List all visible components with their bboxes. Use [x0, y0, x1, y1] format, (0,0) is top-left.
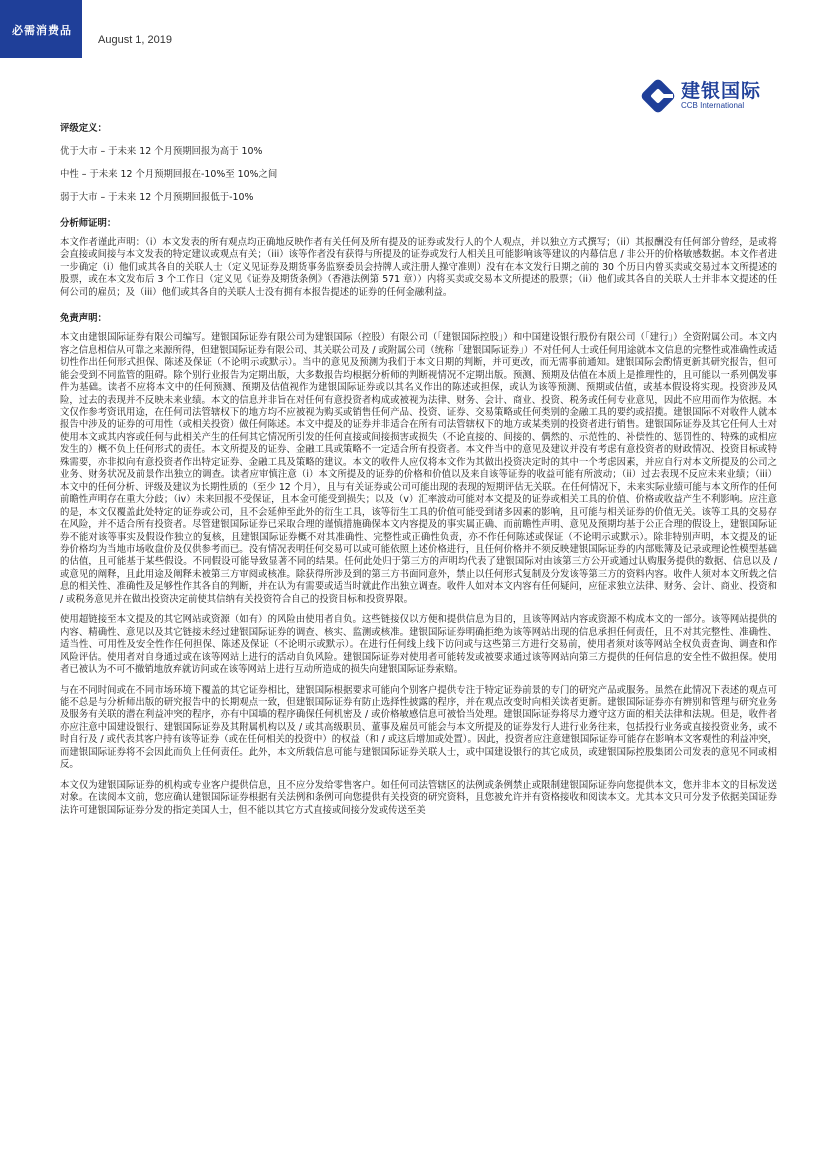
rating-underperform: 弱于大市 – 于未来 12 个月预期回报低于-10%: [60, 192, 254, 203]
ccbi-logo-icon: [641, 79, 675, 113]
rating-title: 评级定义：: [60, 123, 107, 134]
report-date: August 1, 2019: [98, 34, 173, 46]
category-tag: 必需消费品: [0, 0, 82, 58]
disclaimer-paragraph: 本文由建银国际证券有限公司编写。建银国际证券有限公司为建银国际（控股）有限公司（「建银国际控股」）和中国建设银行股份有限公司（「建行」）全资附属公司。本文内容之信息相信从可靠之来源所得，但建银国际证券有限公司、其关联公司及 / 或附属公司（统称「建银国际证券」）不对任何人士或任何用途就本文信息的完整性或准确性或适切性作出任何形式担保、陈述及保证（不论明示或默示）。当中的意见及预测为我们于本文日期的判断，并可更改，而无需事前通知。建银国际会酌情更新其研究报告，但可能会受到不同监管的阻碍。除个别行业报告为定期出版，大多数报告均根据分析师的判断视情况不定期出版。预测、预期及估值在本质上是推理性的，且可能以一系列偶发事件为基础。读者不应将本文中的任何预测、预期及估值视作为建银国际证券或以其名义作出的陈述或担保，或认为该等预测、预期或估值，或基本假设将实现。投资涉及风险，过去的表现并不反映未来业绩。本文的信息并非旨在对任何有意投资者构成或被视为法律、财务、会计、商业、投资、税务或任何专业意见，因此不应用而作为依据。本文仅作参考资讯用途，在任何司法管辖权下的地方均不应被视为购买或销售任何产品、投资、证券、交易策略或任何类别的金融工具的要约或招揽。建银国际不对收件人就本报告中涉及的证券的可用性（或相关投资）做任何陈述。本文中提及的证券并非适合在所有司法管辖权下的地方或某类别的投资者进行销售。建银国际证券及其它任何人士对使用本文或其内容或任何与此相关产生的任何其它情况所引发的任何直接或间接损害或损失（不论直接的、间接的、偶然的、示范性的、补偿性的、惩罚性的、特殊的或相应发生的）概不负上任何形式的责任。本文所提及的证券、金融工具或策略不一定适合所有投资者。本文件当中的意见及建议并没有考虑有意投资者的财政情况、投资目标或特殊需要，亦非拟向有意投资者作出特定证券、金融工具及策略的建议。本文的收件人应仅将本文作为其做出投资决定时的其中一个考虑因素，并应自行对本文所提及的公司之业务、财务状况及前景作出独立的调查。读者应审慎注意（i）本文所提及的证券的价格和价值以及来自该等证券的收益可能有所波动；（ii）过去表现不反应未来业绩；（iii）本文中的任何分析、评级及建议为长期性质的（至少 12 个月），且与有关证券或公司可能出现的表现的短期评估无关联。在任何情况下，未来实际业绩可能与本文所作的任何前瞻性声明存在重大分歧；（iv）未来回报不受保证，且本金可能受到损失；以及（v）汇率波动可能对本文提及的证券或相关工具的价值、价格或收益产生不利影响。应注意的是，本文仅覆盖此处特定的证券或公司，且不会延伸至此外的衍生工具，该等衍生工具的价值可能受到诸多因素的影响，且可能与相关证券的价值无关。该等工具的交易存在风险，并不适合所有投资者。尽管建银国际证券已采取合理的谨慎措施确保本文内容提及的事实属正确、而前瞻性声明、意见及预期均基于公正合理的假设上，建银国际证券不能对该等事实及假设作独立的复核，且建银国际证券概不对其准确性、完整性或正确性负责，亦不作任何陈述或保证（不论明示或默示）。除非特别声明，本文提及的证券价格均为当地市场收盘价及仅供参考而已。没有情况表明任何交易可以或可能依照上述价格进行，且任何价格并不须反映建银国际证券的内部账簿及记录或理论性模型基础的估值，且可能基于某些假设。不同假设可能导致显著不同的结果。任何此处归于第三方的声明均代表了建银国际对由该第三方公开或通过认购服务提供的数据、信息以及 / 或意见的阐释，且此用途及阐释未被第三方审阅或核准。除获得所涉及到的第三方书面同意外，禁止以任何形式复制及分发该等第三方的资料内容。收件人须对本文所载之信息的相关性、准确性及足够性作其各自的判断，并在认为有需要或适当时就此作出独立调查。收件人如对本文内容有任何疑问，应征求独立法律、财务、会计、商业、投资和 / 或税务意见并在做出投资决定前使其信纳有关投资符合自己的投资目标和投资界限。: [60, 332, 777, 605]
rating-outperform: 优于大市 – 于未来 12 个月预期回报为高于 10%: [60, 146, 263, 157]
disclaimer-title: 免责声明：: [60, 313, 107, 325]
rating-neutral: 中性 – 于未来 12 个月预期回报在-10%至 10%之间: [60, 169, 278, 180]
disclaimer-paragraph: 使用超链接至本文提及的其它网站或资源（如有）的风险由使用者自负。这些链接仅以方便和提供信息为目的，且该等网站内容或资源不构成本文的一部分。该等网站提供的内容、精确性、意见以及其它链接未经过建银国际证券的调查、核实、监测或核准。建银国际证券明确拒绝为该等网站出现的信息承担任何责任，且不对其完整性、准确性、适当性、可用性及安全性作任何担保、陈述及保证（不论明示或默示）。在进行任何线上线下访问或与这些第三方进行交易前，使用者须对该等网站全权负责查询、调查和作风险评估。使用者对自身通过或在该等网站上进行的活动自负风险。建银国际证券对使用者可能转发或被要求通过该等网站向第三方提供的任何信息的安全性不做担保。使用者已被认为不可不撤销地放弃就访问或在该等网站上进行互动所造成的损失向建银国际证券索赔。: [60, 614, 777, 676]
ccbi-logo: [641, 79, 761, 113]
analyst-title: 分析师证明：: [60, 218, 117, 229]
analyst-section: [60, 217, 777, 299]
main-content: [60, 122, 777, 817]
disclaimer-paragraph: 本文仅为建银国际证券的机构或专业客户提供信息，且不应分发给零售客户。如任何司法管辖区的法例或条例禁止或限制建银国际证券向您提供本文，您并非本文的目标发送对象。在读阅本文前，您应确认建银国际证券根据有关法例和条例可向您提供有关投资的研究资料，且您被允许并有资格接收和阅读本文。尤其本文只可分发予依据美国证券法许可建银国际证券分发的指定美国人士，但不能以其它方式直接或间接分发或传送至美: [60, 779, 777, 816]
disclaimer-paragraph: 与在不同时间或在不同市场环境下覆盖的其它证券相比，建银国际根据要求可能向个别客户提供专注于特定证券前景的专门的研究产品或服务。虽然在此情况下表述的观点可能不总是与分析师出版的研究报告中的长期观点一致，但建银国际证券有防止选择性披露的程序，并在观点改变时向相关读者更新。建银国际证券亦有辨别和管理与研究业务及服务有关联的潜在利益冲突的程序，亦有中国墙的程序确保任何机密及 / 或价格敏感信息可被恰当处理。建银国际证券将尽力遵守这方面的相关法律和法规。但是，收件者亦应注意中国建设银行、建银国际证券及其附属机构以及 / 或其高级职员、董事及雇员可能会与本文所提及的证券发行人进行业务往来，包括投行业务或直接投资业务，或不时自行及 / 或代表其客户持有该等证券（或在任何相关的投资中）的权益（和 / 或这后增加或处置）。因此，投资者应注意建银国际证券可能存在影响本文客观性的利益冲突，而建银国际证券将不会因此而负上任何责任。此外，本文所载信息可能与建银国际证券关联人士，或中国建设银行的其它成员，或建银国际控股集团公司发表的意见不同或相反。: [60, 684, 777, 771]
disclaimer-section: [60, 312, 777, 817]
logo-english-name: CCB International: [681, 101, 745, 110]
analyst-certification-text: 本文作者谨此声明：（i）本文发表的所有观点均正确地反映作者有关任何及所有提及的证券或发行人的个人观点，并以独立方式撰写；（ii）其报酬没有任何部分曾经，是或将会直接或间接与本文发表的特定建议或观点有关；（iii）该等作者没有获得与所提及的证券或发行人相关且可能影响该等建议的内幕信息 / 非公开的价格敏感数据。本文作者进一步确定（i）他们或其各自的关联人士（定义见证券及期货事务监察委员会持牌人或注册人操守准则）没有在本文发行日期之前的 30 个历日内曾买卖或交易过本文所提述的股票，或在本文发布后 3 个工作日（定义见《证券及期货条例》（香港法例第 571 章））内将买卖或交易本文所提述的股票；（ii）他们或其各自的关联人士并非本文提述的任何公司的雇员；及（iii）他们或其各自的关联人士没有拥有本报告提述的证券的任何金融利益。: [60, 237, 777, 298]
rating-section: [60, 122, 777, 205]
logo-chinese-name: 建银国际: [681, 80, 762, 102]
